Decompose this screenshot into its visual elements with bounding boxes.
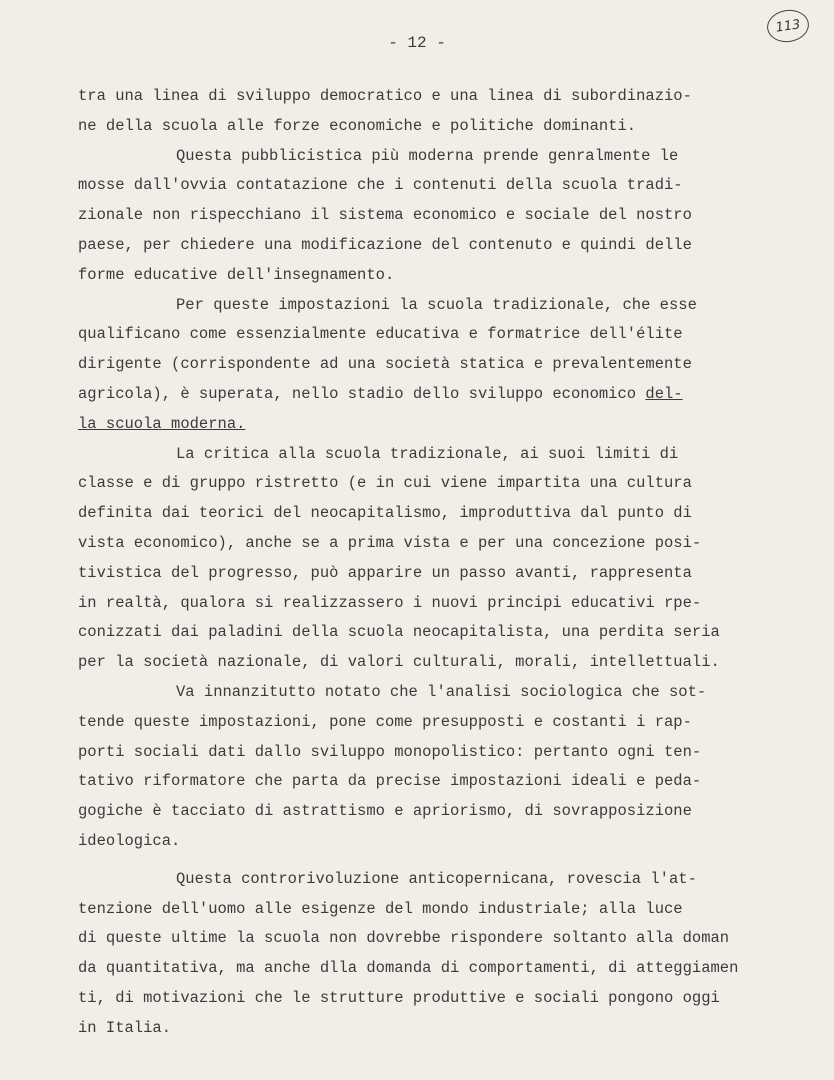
text-line: tende queste impostazioni, pone come presupposti e costanti i rap- <box>78 712 692 731</box>
page-number: - 12 - <box>388 34 446 52</box>
text-line: ne della scuola alle forze economiche e politiche dominanti. <box>78 116 637 135</box>
text-line: qualificano come essenzialmente educativa e formatrice dell'élite <box>78 325 683 344</box>
text-line-segment: agricola), è superata, nello stadio dello sviluppo economico <box>78 384 646 403</box>
text-line: ti, di motivazioni che le strutture produttive e sociali pongono oggi <box>78 988 720 1007</box>
text-line: vista economico), anche se a prima vista e per una concezione posi- <box>78 533 702 552</box>
text-line: la scuola moderna. <box>78 414 246 433</box>
text-line: mosse dall'ovvia contatazione che i contenuti della scuola tradi- <box>78 176 683 195</box>
text-line: Per queste impostazioni la scuola tradizionale, che esse <box>176 295 697 314</box>
text-line: La critica alla scuola tradizionale, ai suoi limiti di <box>176 444 679 463</box>
text-line: da quantitativa, ma anche dlla domanda di comportamenti, di atteggiamen <box>78 959 739 978</box>
text-line: definita dai teorici del neocapitalismo, improduttiva dal punto di <box>78 504 692 523</box>
text-line: in realtà, qualora si realizzassero i nuovi principi educativi rpe- <box>78 593 702 612</box>
text-line: tivistica del progresso, può apparire un passo avanti, rappresenta <box>78 563 692 582</box>
text-line <box>78 380 778 410</box>
text-line: Questa controrivoluzione anticopernicana, rovescia l'at- <box>176 869 697 888</box>
text-line: tativo riformatore che parta da precise impostazioni ideali e peda- <box>78 772 702 791</box>
text-line: in Italia. <box>78 1018 172 1037</box>
text-line: di queste ultime la scuola non dovrebbe rispondere soltanto alla doman <box>78 929 730 948</box>
text-line: tra una linea di sviluppo democratico e una linea di subordinazio- <box>78 87 692 105</box>
body-text <box>78 82 778 1044</box>
archive-stamp: 113 <box>765 7 811 45</box>
text-line: conizzati dai paladini della scuola neocapitalista, una perdita seria <box>78 623 720 642</box>
text-line: tenzione dell'uomo alle esigenze del mondo industriale; alla luce <box>78 899 683 918</box>
text-line: zionale non rispecchiano il sistema economico e sociale del nostro <box>78 206 692 225</box>
text-line: Va innanzitutto notato che l'analisi sociologica che sot- <box>176 682 707 701</box>
text-line: per la società nazionale, di valori culturali, morali, intellettuali. <box>78 653 720 672</box>
text-line: porti sociali dati dallo sviluppo monopolistico: pertanto ogni ten- <box>78 742 702 761</box>
text-line: classe e di gruppo ristretto (e in cui viene impartita una cultura <box>78 474 692 493</box>
text-line: Questa pubblicistica più moderna prende genralmente le <box>176 146 679 165</box>
text-line: paese, per chiedere una modificazione del contenuto e quindi delle <box>78 235 692 254</box>
text-line: ideologica. <box>78 831 181 850</box>
text-line: forme educative dell'insegnamento. <box>78 265 395 284</box>
underlined-word: del- <box>645 384 683 403</box>
text-line: gogiche è tacciato di astrattismo e apriorismo, di sovrapposizione <box>78 802 692 821</box>
text-line: dirigente (corrispondente ad una società statica e prevalentemente <box>78 355 692 374</box>
